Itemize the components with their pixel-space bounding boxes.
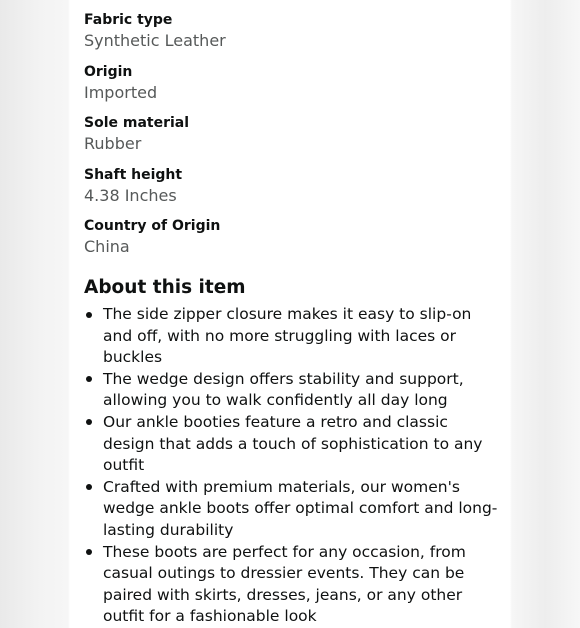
spec-label: Sole material [84, 115, 190, 131]
bullet-text: The side zipper closure makes it easy to slip-on and off, with no more struggling with laces or buckles [103, 305, 472, 367]
bullet-text: These boots are perfect for any occasion, from casual outings to dressier events. They can be paired with skirts, dresses, jeans, or any other outfit for a fashionable look [103, 542, 466, 626]
spec-label: Country of Origin [84, 218, 221, 234]
spec-value: Imported [84, 82, 158, 102]
bullet-icon [86, 376, 92, 382]
bullet-text: Crafted with premium materials, our women's wedge ankle boots offer optimal comfort and long-lasting durability [103, 477, 498, 539]
spec-country-of-origin [84, 216, 504, 268]
spec-value: Synthetic Leather [84, 31, 226, 50]
product-specs [84, 10, 504, 268]
spec-fabric-type [84, 10, 504, 62]
spec-sole-material [84, 113, 504, 165]
bullet-text: Our ankle booties feature a retro and classic design that adds a touch of sophistication to any outfit [103, 412, 483, 475]
spec-value: 4.38 Inches [84, 185, 177, 205]
spec-label: Fabric type [84, 12, 173, 28]
list-item [84, 477, 504, 542]
spec-label: Shaft height [84, 166, 183, 183]
list-item [84, 304, 504, 369]
bullet-icon [86, 549, 92, 555]
spec-value: China [84, 237, 130, 256]
list-item [84, 369, 504, 412]
spec-shaft-height [84, 165, 504, 217]
list-item [84, 412, 504, 477]
list-item [84, 542, 504, 628]
bullet-icon [86, 419, 92, 425]
about-this-item-heading: About this item [84, 277, 246, 298]
spec-origin [84, 62, 504, 114]
product-details-panel [70, 0, 510, 626]
bullet-icon [86, 312, 92, 318]
spec-label: Origin [84, 63, 133, 80]
about-bullet-list [84, 304, 504, 628]
bullet-text: The wedge design offers stability and support, allowing you to walk confidently all day long [103, 369, 464, 410]
spec-value: Rubber [84, 134, 142, 153]
bullet-icon [86, 484, 92, 490]
